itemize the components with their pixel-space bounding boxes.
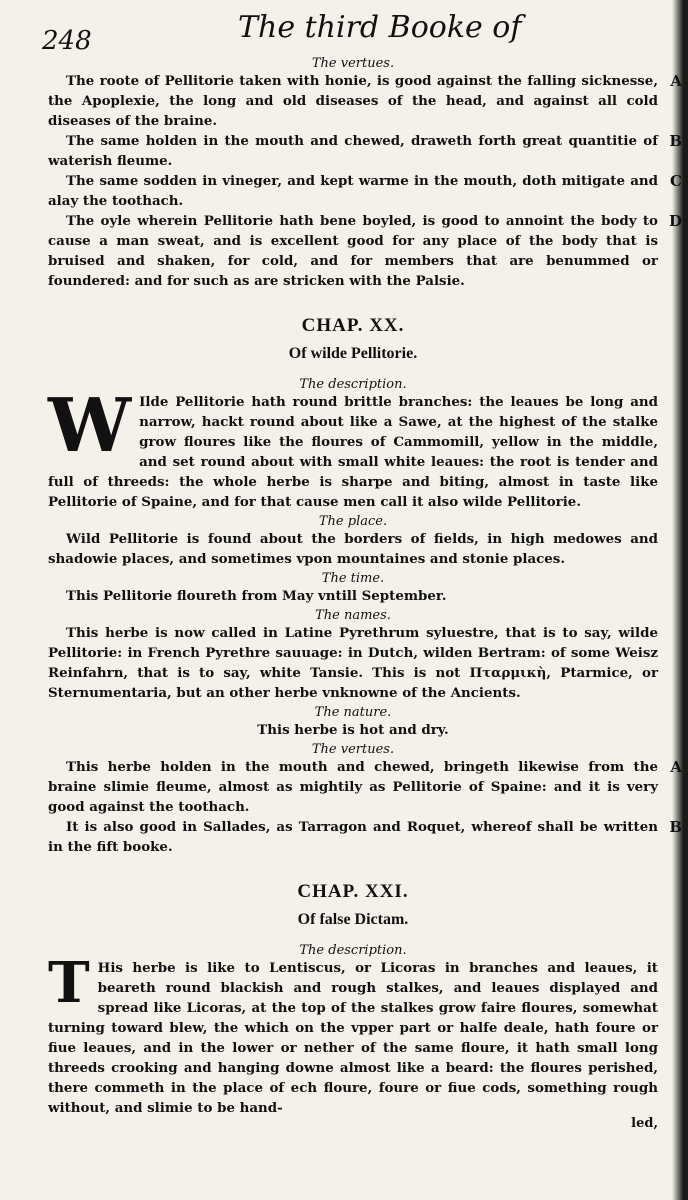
place-label: The place. <box>318 514 388 529</box>
margin-letter-c: C <box>670 172 682 190</box>
vertues-paragraph-d <box>48 211 682 291</box>
nature-label: The nature. <box>314 705 392 720</box>
description-paragraph: Ilde Pellitorie hath round brittle branches: the leaues be long and narrow, hackt round about like a Sawe, at the highest of the stalke grow floures like the floures of Cammomill, yellow in the middle, and set round about with small white leaues: the root is tender and full of threeds: the whole herbe is sharpe and biting, almost in taste like Pellitorie of Spaine, and for that cause men call it also wilde Pellitorie. <box>48 394 658 510</box>
chapter-21-title: Of false Dictam. <box>297 911 409 928</box>
description-label-2: The description. <box>299 943 407 958</box>
margin-letter-a: A <box>670 758 682 776</box>
place-paragraph: Wild Pellitorie is found about the borders of fields, in high medowes and shadowie places, and sometimes vpon mountaines and stonie places. <box>48 531 658 567</box>
chapter-20-title: Of wilde Pellitorie. <box>288 345 418 362</box>
paragraph-text: It is also good in Sallades, as Tarragon and Roquet, whereof shall be written in the fift booke. <box>48 819 658 855</box>
drop-cap-t: T <box>48 950 90 1016</box>
page-number: 248 <box>42 26 92 56</box>
catchword: led, <box>631 1116 658 1131</box>
paragraph-text: The same holden in the mouth and chewed, draweth forth great quantitie of waterish fleume. <box>48 133 658 169</box>
vertues-label-2: The vertues. <box>311 742 395 757</box>
vertues-paragraph-b <box>48 131 682 171</box>
margin-letter-b: B <box>669 132 682 150</box>
margin-letter-d: D <box>668 212 682 230</box>
description-label: The description. <box>299 377 407 392</box>
description-paragraph-2: His herbe is like to Lentiscus, or Licoras in branches and leaues, it beareth round blackish and rough stalkes, and leaues displayed and spread like Licoras, at the top of the stalkes grow faire floures, somewhat turning toward blew, the which on the vpper part or halfe deale, hath foure or fiue leaues, and in the lower or nether of the same floure, it hath small long threeds crooking and hanging downe almost like a beard: the floures perished, there commeth in the place of ech floure, foure or fiue cods, something rough without, and slimie to be hand- <box>48 960 658 1116</box>
time-label: The time. <box>321 571 385 586</box>
time-paragraph: This Pellitorie floureth from May vntill September. <box>66 588 447 604</box>
vertues2-paragraph-b <box>48 817 682 857</box>
running-head: The third Booke of <box>238 10 522 45</box>
paragraph-text: The same sodden in vineger, and kept warme in the mouth, doth mitigate and alay the toothach. <box>48 173 658 209</box>
paragraph-text: This herbe holden in the mouth and chewed, bringeth likewise from the braine slimie fleume, almost as mightily as Pellitorie of Spaine: and it is very good against the toothach. <box>48 759 658 815</box>
vertues2-paragraph-a <box>48 757 682 817</box>
paragraph-text: The roote of Pellitorie taken with honie, is good against the falling sicknesse, the Apoplexie, the long and old diseases of the head, and against all cold diseases of the braine. <box>48 73 658 129</box>
vertues-paragraph-a <box>48 71 682 131</box>
drop-cap-w: W <box>48 383 132 469</box>
vertues-label: The vertues. <box>311 56 395 71</box>
margin-letter-a: A <box>670 72 682 90</box>
vertues-paragraph-c <box>48 171 682 211</box>
names-paragraph: This herbe is now called in Latine Pyrethrum syluestre, that is to say, wilde Pellitorie: in French Pyrethre sauuage: in Dutch, wilden Bertram: of some Weisz Reinfahrn, that is to say, white Tansie. This is not Πταρμικὴ, Ptarmice, or Sternumentaria, but an other herbe vnknowne of the Ancients. <box>48 625 658 701</box>
page-header <box>42 0 658 56</box>
chapter-21-heading: CHAP. XXI. <box>297 881 409 902</box>
nature-paragraph: This herbe is hot and dry. <box>257 722 449 738</box>
chapter-20-heading: CHAP. XX. <box>301 315 405 336</box>
names-label: The names. <box>315 608 391 623</box>
paragraph-text: The oyle wherein Pellitorie hath bene boyled, is good to annoint the body to cause a man sweat, and is excellent good for any place of the body that is bruised and shaken, for cold, and for members that are benummed or foundered: and for such as are stricken with the Palsie. <box>48 213 658 289</box>
margin-letter-b: B <box>669 818 682 836</box>
